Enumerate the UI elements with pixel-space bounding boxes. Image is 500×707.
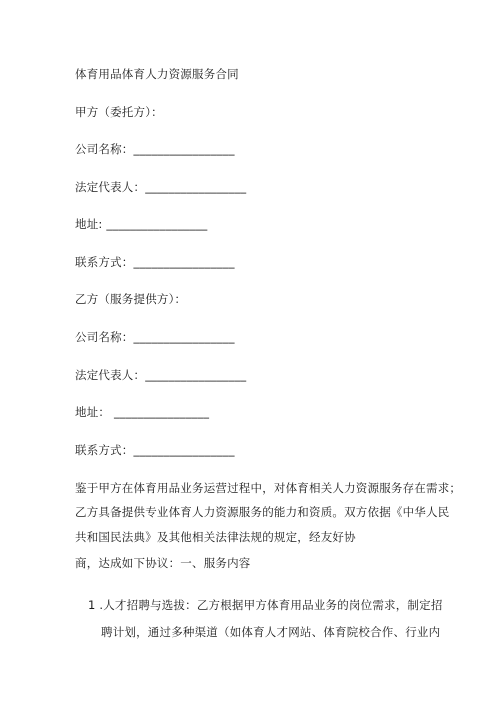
preamble-line-1: 鉴于甲方在体育用品业务运营过程中，对体育相关人力资源服务存在需求； [75, 481, 462, 495]
party-a-representative-field: 法定代表人：_________________ [75, 180, 247, 194]
party-a-address-field: 地址: _________________ [75, 217, 208, 231]
clause-1-line-1: 1 .人才招聘与选拔：乙方根据甲方体育用品业务的岗位需求，制定招 [88, 598, 443, 612]
party-b-heading: 乙方（服务提供方）： [75, 292, 187, 306]
preamble-line-2: 乙方具备提供专业体育人力资源服务的能力和资质。双方依据《中华人民 [75, 505, 450, 519]
party-b-contact-field: 联系方式：_________________ [75, 443, 235, 457]
party-b-address-field: 地址： ________________ [75, 405, 210, 419]
party-a-company-field: 公司名称：_________________ [75, 142, 235, 156]
party-b-representative-field: 法定代表人：_________________ [75, 368, 247, 382]
preamble-line-3: 共和国民法典》及其他相关法律法规的规定，经友好协 [75, 530, 356, 544]
party-b-company-field: 公司名称：_________________ [75, 330, 235, 344]
preamble-line-4: 商，达成如下协议：一、服务内容 [75, 556, 251, 570]
clause-1-line-2: 聘计划，通过多种渠道（如体育人才网站、体育院校合作、行业内 [101, 625, 441, 639]
document-title: 体育用品体育人力资源服务合同 [75, 67, 239, 81]
party-a-heading: 甲方（委托方）： [75, 105, 163, 119]
party-a-contact-field: 联系方式：_________________ [75, 255, 235, 269]
